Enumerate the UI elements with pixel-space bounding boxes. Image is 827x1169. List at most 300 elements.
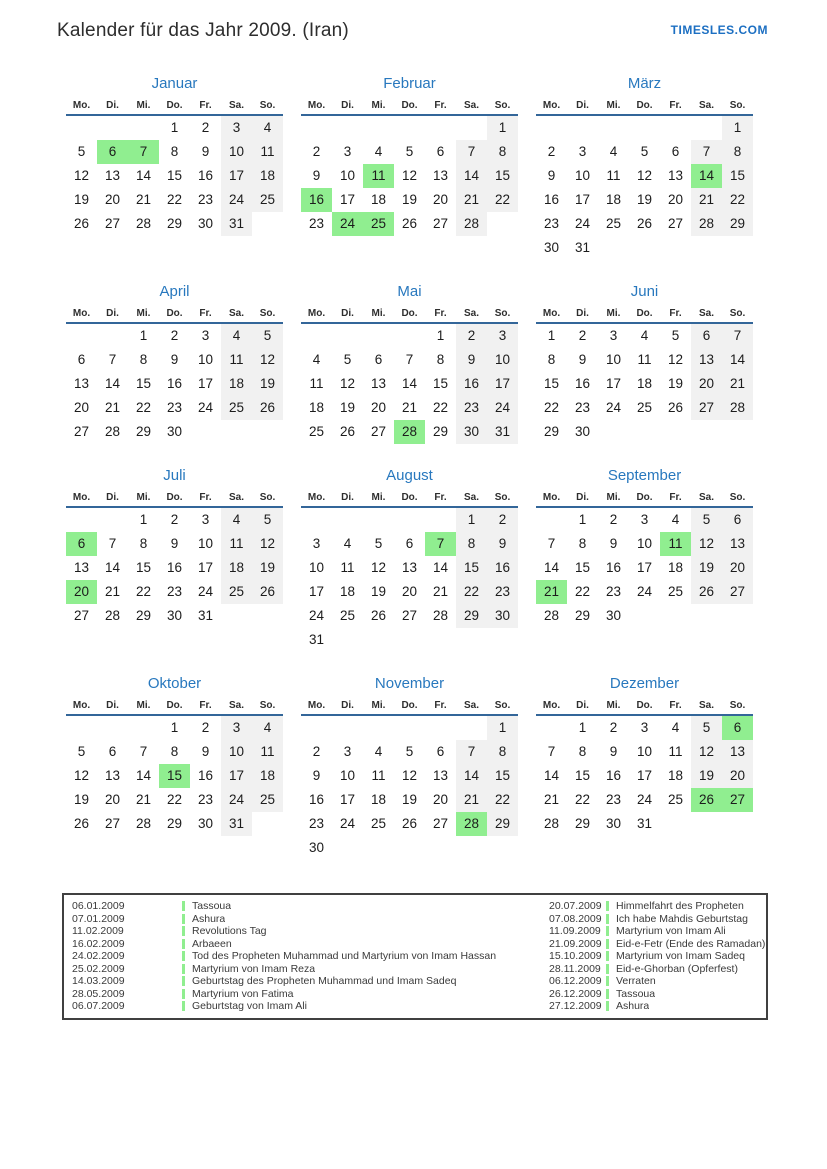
day-cell: 2	[312, 144, 321, 159]
day-cell: 4	[640, 328, 649, 343]
legend-label: Revolutions Tag	[192, 925, 267, 938]
legend-date: 26.12.2009	[549, 987, 602, 1000]
day-cell: 30	[574, 424, 591, 439]
weekday-header	[66, 492, 283, 508]
day-cell: 3	[221, 716, 252, 740]
timesles-link[interactable]: TIMESLES.COM	[670, 23, 768, 37]
day-cell: 11	[309, 376, 324, 391]
empty-cell	[128, 116, 159, 140]
day-cell: 22	[166, 192, 183, 207]
day-cell: 28	[543, 608, 560, 623]
weekday-label: Mi.	[606, 492, 621, 503]
day-cell-holiday: 11	[660, 532, 691, 556]
weekday-label: Sa.	[228, 700, 244, 711]
day-cell: 5	[405, 744, 414, 759]
empty-cell	[301, 716, 332, 740]
day-cell: 18	[308, 400, 325, 415]
empty-cell	[97, 116, 128, 140]
weekday-label: Mi.	[606, 700, 621, 711]
day-cell: 13	[401, 560, 418, 575]
legend-item	[72, 913, 549, 926]
day-cell: 26	[252, 580, 283, 604]
calendar-grid	[66, 75, 753, 860]
day-cell: 23	[197, 792, 214, 807]
days-grid	[66, 116, 283, 236]
day-cell: 13	[432, 168, 449, 183]
legend-item	[72, 975, 549, 988]
day-cell: 30	[308, 840, 325, 855]
day-cell: 4	[374, 144, 383, 159]
day-cell: 8	[547, 352, 556, 367]
holiday-legend	[62, 893, 768, 1020]
legend-label: Verraten	[616, 975, 656, 988]
legend-date: 16.02.2009	[72, 937, 125, 950]
day-cell: 9	[578, 352, 587, 367]
weekday-label: Sa.	[698, 700, 714, 711]
legend-date: 11.02.2009	[72, 925, 124, 938]
empty-cell	[536, 116, 567, 140]
empty-cell	[66, 508, 97, 532]
weekday-label: Fr.	[669, 700, 682, 711]
month-mai	[301, 283, 518, 444]
day-cell: 17	[197, 376, 214, 391]
empty-cell	[363, 508, 394, 532]
legend-item	[549, 975, 766, 988]
weekday-label: Mo.	[307, 700, 326, 711]
day-cell: 26	[339, 424, 356, 439]
day-cell: 26	[667, 400, 684, 415]
day-cell: 16	[574, 376, 591, 391]
legend-marker	[182, 976, 185, 986]
legend-marker	[182, 914, 185, 924]
day-cell-holiday: 11	[363, 164, 394, 188]
legend-label: Himmelfahrt des Propheten	[616, 900, 744, 913]
day-cell: 30	[543, 240, 560, 255]
weekday-label: Di.	[341, 700, 354, 711]
day-cell: 27	[432, 816, 449, 831]
legend-date: 27.12.2009	[549, 1000, 602, 1013]
day-cell: 28	[135, 816, 152, 831]
legend-label: Geburtstag des Propheten Muhammad und Imam Sadeq	[192, 975, 457, 988]
empty-cell	[97, 324, 128, 348]
day-cell: 13	[722, 740, 753, 764]
empty-cell	[363, 116, 394, 140]
legend-item	[72, 988, 549, 1001]
weekday-label: Do.	[636, 100, 653, 111]
day-cell: 12	[252, 532, 283, 556]
day-cell: 24	[636, 792, 653, 807]
legend-label: Ashura	[192, 912, 226, 925]
empty-cell	[660, 116, 691, 140]
empty-cell	[332, 116, 363, 140]
weekday-label: Mo.	[307, 492, 326, 503]
day-cell: 28	[104, 424, 121, 439]
day-cell: 9	[487, 532, 518, 556]
legend-date: 14.03.2009	[72, 975, 125, 988]
day-cell: 20	[73, 400, 90, 415]
day-cell: 26	[691, 580, 722, 604]
day-cell: 13	[722, 532, 753, 556]
weekday-label: Do.	[401, 100, 418, 111]
day-cell: 31	[574, 240, 591, 255]
day-cell-holiday: 20	[66, 580, 97, 604]
day-cell: 3	[312, 536, 321, 551]
day-cell: 9	[312, 768, 321, 783]
day-cell: 10	[339, 168, 356, 183]
day-cell: 2	[578, 328, 587, 343]
day-cell: 9	[201, 144, 210, 159]
day-cell: 2	[170, 328, 179, 343]
day-cell: 10	[197, 536, 214, 551]
day-cell: 16	[197, 168, 214, 183]
day-cell: 18	[370, 192, 387, 207]
day-cell: 8	[139, 352, 148, 367]
day-cell: 11	[340, 560, 355, 575]
day-cell: 27	[370, 424, 387, 439]
month-juni	[536, 283, 753, 444]
day-cell: 25	[252, 188, 283, 212]
day-cell: 2	[609, 512, 618, 527]
days-grid	[66, 508, 283, 628]
day-cell: 4	[671, 720, 680, 735]
day-cell: 10	[636, 536, 653, 551]
day-cell: 26	[401, 216, 418, 231]
day-cell: 11	[252, 740, 283, 764]
day-cell: 11	[637, 352, 652, 367]
weekday-label: Di.	[341, 492, 354, 503]
day-cell-holiday: 25	[363, 212, 394, 236]
day-cell: 22	[543, 400, 560, 415]
day-cell: 15	[166, 168, 183, 183]
days-grid	[536, 324, 753, 444]
day-cell: 26	[73, 216, 90, 231]
day-cell: 18	[221, 556, 252, 580]
day-cell: 10	[605, 352, 622, 367]
day-cell: 5	[77, 144, 86, 159]
day-cell: 24	[636, 584, 653, 599]
day-cell: 23	[166, 584, 183, 599]
legend-marker	[182, 1001, 185, 1011]
day-cell: 7	[722, 324, 753, 348]
legend-date: 25.02.2009	[72, 962, 125, 975]
day-cell: 9	[547, 168, 556, 183]
day-cell: 1	[487, 716, 518, 740]
empty-cell	[301, 116, 332, 140]
day-cell: 17	[636, 560, 653, 575]
weekday-label: Mi.	[371, 308, 386, 319]
day-cell: 26	[636, 216, 653, 231]
day-cell: 3	[578, 144, 587, 159]
day-cell: 5	[691, 716, 722, 740]
month-september	[536, 467, 753, 628]
day-cell: 16	[456, 372, 487, 396]
day-cell: 9	[312, 168, 321, 183]
day-cell: 26	[370, 608, 387, 623]
weekday-label: Di.	[106, 492, 119, 503]
day-cell: 29	[456, 604, 487, 628]
day-cell: 12	[73, 168, 90, 183]
day-cell: 16	[166, 376, 183, 391]
weekday-label: Fr.	[434, 492, 447, 503]
legend-date: 28.11.2009	[549, 962, 601, 975]
legend-date: 06.12.2009	[549, 975, 602, 988]
day-cell: 1	[578, 720, 587, 735]
weekday-label: Do.	[636, 308, 653, 319]
legend-marker	[182, 951, 185, 961]
legend-label: Tassoua	[192, 900, 232, 913]
weekday-header	[301, 100, 518, 116]
day-cell: 2	[201, 720, 210, 735]
legend-label: Martyrium von Imam Reza	[192, 962, 316, 975]
legend-label: Eid-e-Ghorban (Opferfest)	[616, 962, 738, 975]
day-cell: 17	[487, 372, 518, 396]
day-cell: 8	[578, 536, 587, 551]
day-cell: 19	[370, 584, 387, 599]
weekday-label: Mi.	[136, 492, 151, 503]
day-cell: 20	[722, 764, 753, 788]
day-cell: 21	[691, 188, 722, 212]
weekday-label: Sa.	[463, 492, 479, 503]
weekday-header	[66, 700, 283, 716]
weekday-label: Fr.	[199, 100, 212, 111]
day-cell: 31	[636, 816, 653, 831]
empty-cell	[363, 716, 394, 740]
legend-label: Geburtstag von Imam Ali	[192, 1000, 307, 1013]
days-grid	[536, 508, 753, 628]
day-cell: 18	[605, 192, 622, 207]
day-cell: 19	[667, 376, 684, 391]
empty-cell	[332, 716, 363, 740]
weekday-label: Mi.	[606, 100, 621, 111]
day-cell: 21	[456, 188, 487, 212]
day-cell: 25	[221, 580, 252, 604]
day-cell: 23	[574, 400, 591, 415]
day-cell: 19	[636, 192, 653, 207]
legend-marker	[606, 976, 609, 986]
day-cell: 13	[667, 168, 684, 183]
day-cell: 11	[606, 168, 621, 183]
day-cell: 21	[456, 788, 487, 812]
day-cell: 12	[691, 740, 722, 764]
days-grid	[301, 508, 518, 652]
day-cell: 18	[252, 764, 283, 788]
day-cell: 9	[609, 536, 618, 551]
day-cell: 30	[605, 608, 622, 623]
day-cell: 29	[574, 816, 591, 831]
day-cell: 5	[405, 144, 414, 159]
day-cell: 2	[201, 120, 210, 135]
day-cell: 27	[722, 580, 753, 604]
empty-cell	[394, 116, 425, 140]
weekday-label: Mi.	[371, 100, 386, 111]
day-cell: 13	[691, 348, 722, 372]
legend-marker	[182, 926, 185, 936]
month-title: August	[386, 467, 433, 484]
weekday-label: Fr.	[434, 700, 447, 711]
day-cell: 15	[574, 560, 591, 575]
day-cell: 8	[487, 140, 518, 164]
empty-cell	[97, 508, 128, 532]
day-cell: 29	[135, 608, 152, 623]
days-grid	[66, 716, 283, 836]
day-cell: 5	[374, 536, 383, 551]
day-cell: 19	[401, 192, 418, 207]
day-cell-holiday: 15	[159, 764, 190, 788]
day-cell: 23	[487, 580, 518, 604]
day-cell: 4	[252, 716, 283, 740]
day-cell: 14	[456, 764, 487, 788]
legend-marker	[182, 901, 185, 911]
day-cell: 7	[139, 744, 148, 759]
day-cell: 19	[339, 400, 356, 415]
weekday-header	[301, 308, 518, 324]
weekday-label: Di.	[576, 492, 589, 503]
day-cell: 6	[671, 144, 680, 159]
weekday-label: So.	[494, 492, 511, 503]
day-cell: 27	[73, 608, 90, 623]
day-cell: 3	[343, 744, 352, 759]
weekday-header	[301, 492, 518, 508]
empty-cell	[536, 508, 567, 532]
day-cell: 18	[667, 560, 684, 575]
day-cell: 17	[339, 192, 356, 207]
day-cell: 7	[108, 352, 117, 367]
day-cell: 27	[104, 216, 121, 231]
weekday-label: Mo.	[542, 308, 561, 319]
legend-label: Eid-e-Fetr (Ende des Ramadan)	[616, 937, 766, 950]
day-cell: 4	[221, 508, 252, 532]
day-cell-holiday: 7	[425, 532, 456, 556]
day-cell: 28	[432, 608, 449, 623]
day-cell: 18	[252, 164, 283, 188]
legend-date: 06.07.2009	[72, 1000, 125, 1013]
day-cell: 13	[104, 768, 121, 783]
day-cell: 1	[456, 508, 487, 532]
day-cell: 30	[197, 816, 214, 831]
day-cell: 12	[252, 348, 283, 372]
day-cell: 12	[339, 376, 356, 391]
weekday-label: Sa.	[698, 308, 714, 319]
empty-cell	[425, 508, 456, 532]
day-cell: 18	[221, 372, 252, 396]
day-cell: 22	[574, 584, 591, 599]
day-cell: 13	[73, 560, 90, 575]
day-cell: 7	[456, 740, 487, 764]
weekday-label: So.	[729, 700, 746, 711]
weekday-label: Sa.	[463, 700, 479, 711]
day-cell: 16	[166, 560, 183, 575]
weekday-label: Do.	[401, 492, 418, 503]
day-cell: 23	[605, 792, 622, 807]
legend-item	[549, 925, 766, 938]
day-cell: 16	[605, 560, 622, 575]
weekday-label: Sa.	[228, 308, 244, 319]
weekday-label: So.	[729, 308, 746, 319]
day-cell: 3	[609, 328, 618, 343]
day-cell: 19	[73, 192, 90, 207]
empty-cell	[536, 716, 567, 740]
day-cell: 11	[668, 744, 683, 759]
day-cell: 15	[135, 560, 152, 575]
day-cell: 4	[221, 324, 252, 348]
legend-date: 20.07.2009	[549, 900, 602, 913]
day-cell: 18	[667, 768, 684, 783]
weekday-label: Di.	[576, 308, 589, 319]
day-cell: 1	[436, 328, 445, 343]
legend-item	[72, 925, 549, 938]
empty-cell	[629, 116, 660, 140]
days-grid	[536, 116, 753, 260]
day-cell: 4	[312, 352, 321, 367]
weekday-label: Sa.	[463, 308, 479, 319]
day-cell: 10	[221, 740, 252, 764]
weekday-label: Mo.	[542, 492, 561, 503]
weekday-label: So.	[259, 700, 276, 711]
day-cell: 21	[543, 792, 560, 807]
day-cell: 10	[636, 744, 653, 759]
day-cell: 3	[201, 328, 210, 343]
legend-marker	[182, 989, 185, 999]
month-title: Juni	[630, 283, 659, 300]
day-cell: 4	[252, 116, 283, 140]
weekday-label: Mo.	[72, 492, 91, 503]
day-cell: 29	[722, 212, 753, 236]
day-cell: 15	[456, 556, 487, 580]
day-cell: 15	[574, 768, 591, 783]
days-grid	[536, 716, 753, 836]
days-grid	[66, 324, 283, 444]
day-cell: 27	[104, 816, 121, 831]
day-cell: 8	[139, 536, 148, 551]
day-cell: 10	[308, 560, 325, 575]
day-cell: 17	[197, 560, 214, 575]
day-cell: 16	[308, 792, 325, 807]
weekday-label: Fr.	[434, 308, 447, 319]
weekday-header	[536, 492, 753, 508]
day-cell: 14	[135, 168, 152, 183]
day-cell: 19	[401, 792, 418, 807]
day-cell: 8	[722, 140, 753, 164]
weekday-label: Sa.	[228, 492, 244, 503]
day-cell-holiday: 16	[301, 188, 332, 212]
weekday-label: Di.	[106, 308, 119, 319]
weekday-label: Fr.	[199, 700, 212, 711]
day-cell: 27	[401, 608, 418, 623]
day-cell: 4	[343, 536, 352, 551]
month-title: November	[374, 675, 445, 692]
weekday-label: Di.	[576, 100, 589, 111]
legend-date: 06.01.2009	[72, 900, 125, 913]
day-cell: 1	[487, 116, 518, 140]
legend-label: Martyrium von Imam Sadeq	[616, 950, 745, 963]
day-cell: 11	[371, 768, 386, 783]
day-cell: 3	[201, 512, 210, 527]
legend-marker	[606, 901, 609, 911]
day-cell: 14	[722, 348, 753, 372]
day-cell: 12	[667, 352, 684, 367]
day-cell: 14	[432, 560, 449, 575]
day-cell: 8	[487, 740, 518, 764]
legend-marker	[606, 926, 609, 936]
day-cell-holiday: 28	[456, 812, 487, 836]
weekday-label: Do.	[636, 492, 653, 503]
day-cell: 6	[405, 536, 414, 551]
day-cell: 20	[104, 192, 121, 207]
day-cell-holiday: 6	[66, 532, 97, 556]
day-cell: 20	[104, 792, 121, 807]
day-cell: 6	[108, 744, 117, 759]
day-cell-holiday: 14	[691, 164, 722, 188]
